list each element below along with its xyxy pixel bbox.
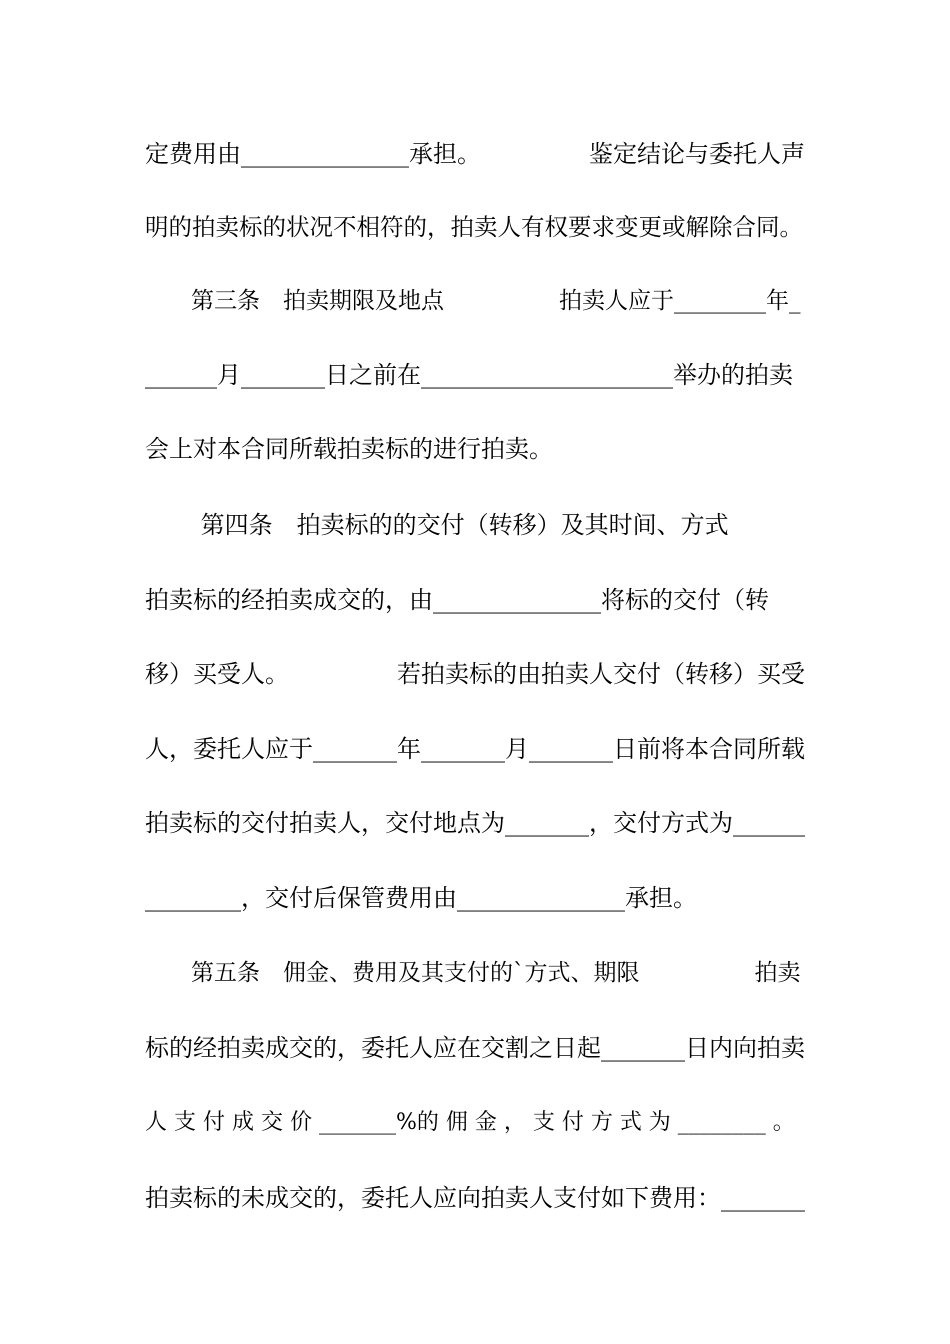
paragraph-line-15: 拍卖标的未成交的，委托人应向拍卖人支付如下费用：_______ bbox=[145, 1184, 805, 1212]
article-3-heading-line: 第三条 拍卖期限及地点 拍卖人应于________年_ bbox=[145, 288, 801, 314]
paragraph-line-7: 拍卖标的经拍卖成交的，由______________将标的交付（转 bbox=[145, 586, 769, 614]
paragraph-line-4: ______月_______日之前在_____________________举办的拍卖 bbox=[145, 361, 793, 389]
paragraph-line-8: 移）买受人。 若拍卖标的由拍卖人交付（转移）买受 bbox=[145, 660, 805, 688]
paragraph-line-9: 人，委托人应于_______年_______月_______日前将本合同所载 bbox=[145, 735, 805, 763]
paragraph-line-1: 定费用由______________承担。 鉴定结论与委托人声 bbox=[145, 140, 805, 168]
paragraph-line-14: 人 支 付 成 交 价 _______%的 佣 金 ， 支 付 方 式 为 ________ 。 bbox=[145, 1110, 795, 1135]
paragraph-line-10: 拍卖标的交付拍卖人，交付地点为_______，交付方式为______ bbox=[145, 809, 805, 837]
paragraph-line-2: 明的拍卖标的状况不相符的，拍卖人有权要求变更或解除合同。 bbox=[145, 213, 803, 241]
paragraph-line-11: ________，交付后保管费用由______________承担。 bbox=[145, 884, 697, 912]
paragraph-line-13: 标的经拍卖成交的，委托人应在交割之日起_______日内向拍卖 bbox=[145, 1034, 805, 1062]
paragraph-line-5: 会上对本合同所载拍卖标的进行拍卖。 bbox=[145, 435, 553, 463]
article-5-heading-line: 第五条 佣金、费用及其支付的`方式、期限 拍卖 bbox=[145, 960, 801, 986]
article-4-heading-line: 第四条 拍卖标的的交付（转移）及其时间、方式 bbox=[145, 511, 729, 539]
